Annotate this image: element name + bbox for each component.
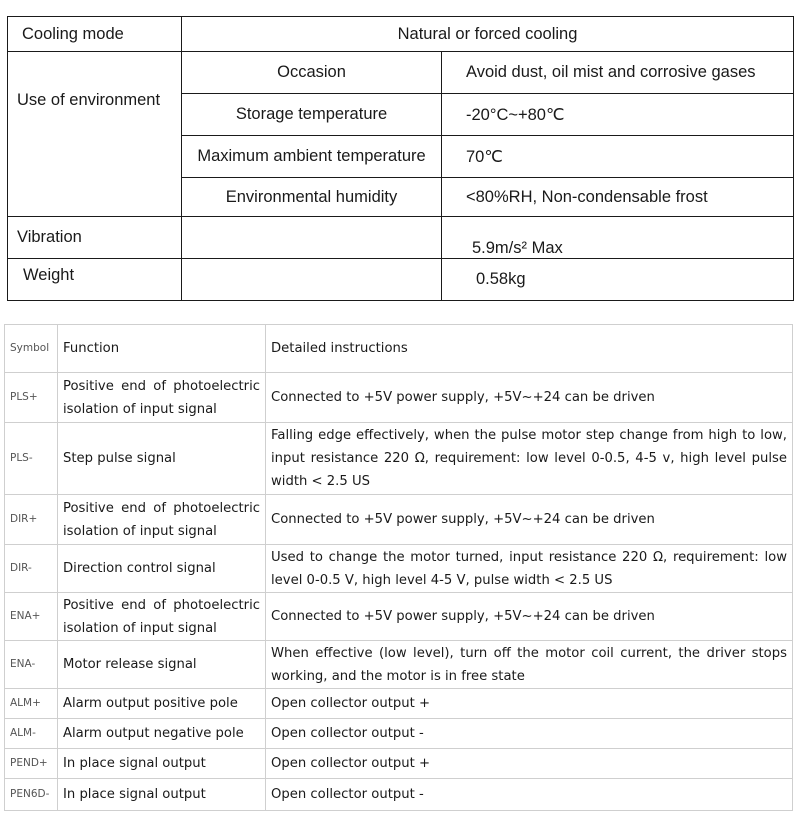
signal-detail: Connected to +5V power supply, +5V~+24 can be driven — [266, 373, 793, 423]
signal-function: In place signal output — [58, 779, 266, 811]
header-function: Function — [58, 325, 266, 373]
signal-function: Positive end of photoelectric isolation of input signal — [58, 373, 266, 423]
env-storage-temp-value: -20°C~+80℃ — [442, 94, 794, 136]
signal-symbol: PEND+ — [5, 749, 58, 779]
signal-symbol: PLS- — [5, 423, 58, 495]
signal-symbol: ALM+ — [5, 689, 58, 719]
cooling-mode-value: Natural or forced cooling — [182, 17, 794, 52]
signal-detail: Connected to +5V power supply, +5V~+24 can be driven — [266, 593, 793, 641]
table-row — [5, 373, 793, 423]
signal-function: Positive end of photoelectric isolation of input signal — [58, 495, 266, 545]
env-occasion-label: Occasion — [182, 52, 442, 94]
table-row — [5, 545, 793, 593]
signal-detail: Open collector output + — [266, 689, 793, 719]
spec-row-cooling — [8, 17, 794, 52]
table-row — [5, 779, 793, 811]
header-detail: Detailed instructions — [266, 325, 793, 373]
env-humidity-label: Environmental humidity — [182, 178, 442, 217]
table-row — [5, 593, 793, 641]
signal-function: Step pulse signal — [58, 423, 266, 495]
signal-detail: Open collector output - — [266, 779, 793, 811]
env-max-ambient-value: 70℃ — [442, 136, 794, 178]
signal-function: In place signal output — [58, 749, 266, 779]
table-row — [5, 719, 793, 749]
signal-pin-table — [4, 324, 793, 811]
vibration-label: Vibration — [8, 217, 182, 259]
signal-detail: Falling edge effectively, when the pulse motor step change from high to low, input resistance 220 Ω, requirement: low level 0-0.5, 4-5 v, high level pulse width < 2.5 US — [266, 423, 793, 495]
env-storage-temp-label: Storage temperature — [182, 94, 442, 136]
signal-symbol: ENA+ — [5, 593, 58, 641]
signal-symbol: ENA- — [5, 641, 58, 689]
signal-detail: Open collector output + — [266, 749, 793, 779]
table-row — [5, 749, 793, 779]
signal-symbol: DIR- — [5, 545, 58, 593]
signal-function: Alarm output positive pole — [58, 689, 266, 719]
signal-detail: When effective (low level), turn off the motor coil current, the driver stops working, and the motor is in free state — [266, 641, 793, 689]
use-of-environment-label: Use of environment — [8, 52, 182, 217]
signal-function: Alarm output negative pole — [58, 719, 266, 749]
spec-row-vibration — [8, 217, 794, 259]
weight-value: 0.58kg — [442, 259, 794, 301]
signal-header-row — [5, 325, 793, 373]
vibration-value: 5.9m/s² Max — [442, 217, 794, 259]
table-row — [5, 423, 793, 495]
signal-detail: Connected to +5V power supply, +5V~+24 can be driven — [266, 495, 793, 545]
cooling-mode-label: Cooling mode — [8, 17, 182, 52]
signal-symbol: DIR+ — [5, 495, 58, 545]
signal-function: Positive end of photoelectric isolation of input signal — [58, 593, 266, 641]
weight-label: Weight — [8, 259, 182, 301]
signal-function: Motor release signal — [58, 641, 266, 689]
vibration-empty-cell — [182, 217, 442, 259]
signal-symbol: PEN6D- — [5, 779, 58, 811]
env-max-ambient-label: Maximum ambient temperature — [182, 136, 442, 178]
spec-row-weight — [8, 259, 794, 301]
table-row — [5, 689, 793, 719]
signal-detail: Open collector output - — [266, 719, 793, 749]
table-row — [5, 641, 793, 689]
env-occasion-value: Avoid dust, oil mist and corrosive gases — [442, 52, 794, 94]
signal-detail: Used to change the motor turned, input resistance 220 Ω, requirement: low level 0-0.5 V, high level 4-5 V, pulse width < 2.5 US — [266, 545, 793, 593]
signal-symbol: PLS+ — [5, 373, 58, 423]
environment-spec-table — [7, 16, 794, 301]
weight-empty-cell — [182, 259, 442, 301]
signal-symbol: ALM- — [5, 719, 58, 749]
spec-row-occasion — [8, 52, 794, 94]
header-symbol: Symbol — [5, 325, 58, 373]
env-humidity-value: <80%RH, Non-condensable frost — [442, 178, 794, 217]
table-row — [5, 495, 793, 545]
signal-function: Direction control signal — [58, 545, 266, 593]
